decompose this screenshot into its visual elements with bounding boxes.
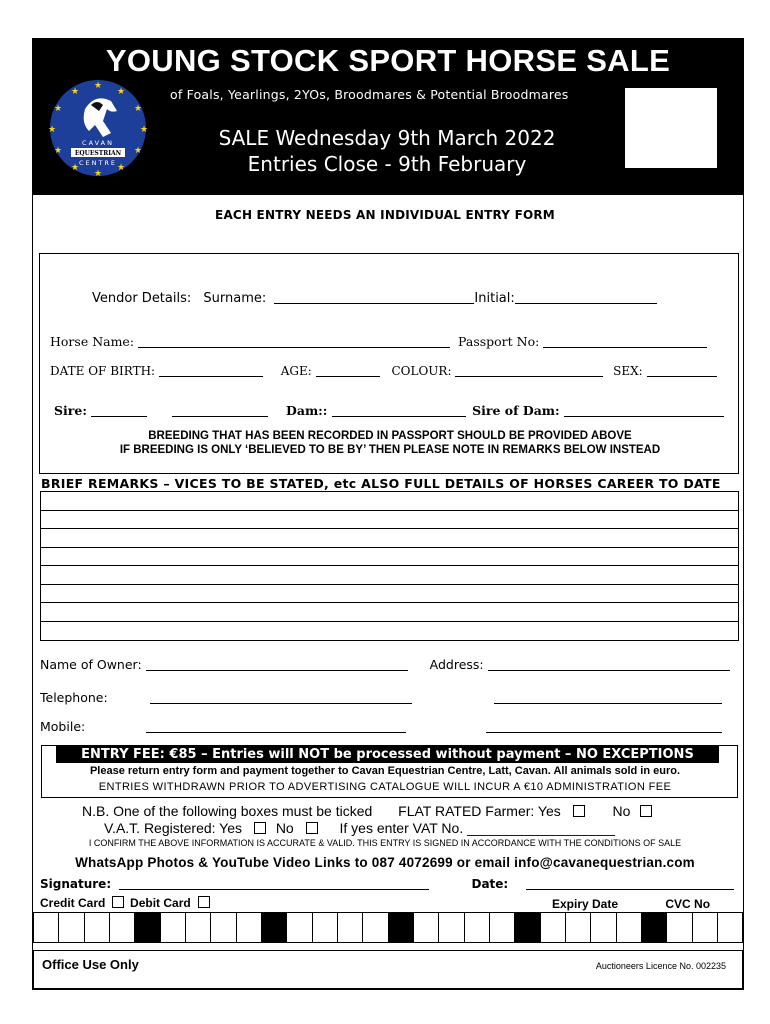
address-field-1[interactable] xyxy=(488,659,730,671)
telephone-row xyxy=(40,690,722,705)
svg-text:★: ★ xyxy=(93,169,103,177)
initial-label: Initial: xyxy=(474,291,515,306)
owner-name-field[interactable] xyxy=(146,659,408,671)
svg-text:★: ★ xyxy=(139,125,149,135)
flat-rated-yes-label: FLAT RATED Farmer: Yes xyxy=(398,803,561,819)
vat-registered-no-checkbox[interactable] xyxy=(306,822,318,834)
sire-of-dam-label: Sire of Dam: xyxy=(472,403,560,418)
flat-rated-row xyxy=(82,803,652,819)
dam-label: Dam:: xyxy=(286,403,328,418)
vendor-details-section xyxy=(39,253,739,474)
signature-label: Signature: xyxy=(40,877,112,891)
initial-field[interactable] xyxy=(515,292,657,304)
remarks-line[interactable] xyxy=(41,511,738,530)
svg-text:★: ★ xyxy=(116,163,126,173)
age-label: AGE: xyxy=(280,364,312,378)
withdrawn-fee-notice: ENTRIES WITHDRAWN PRIOR TO ADVERTISING CATALOGUE WILL INCUR A €10 ADMINISTRATION FEE xyxy=(98,781,672,793)
individual-entry-notice: EACH ENTRY NEEDS AN INDIVIDUAL ENTRY FORM xyxy=(215,208,555,222)
entry-fee-banner: ENTRY FEE: €85 – Entries will NOT be processed without payment – NO EXCEPTIONS xyxy=(56,746,719,763)
logo-text-cavan: CAVAN xyxy=(82,139,114,147)
dam-field[interactable] xyxy=(332,405,466,417)
svg-text:★: ★ xyxy=(53,146,63,156)
cvc-cell[interactable] xyxy=(693,913,718,942)
debit-card-checkbox[interactable] xyxy=(198,896,210,908)
address-field-2[interactable] xyxy=(494,692,722,704)
remarks-line[interactable] xyxy=(41,492,738,511)
horse-name-field[interactable] xyxy=(138,336,450,348)
logo-text-equestrian: EQUESTRIAN xyxy=(74,150,122,157)
address-field-3[interactable] xyxy=(486,721,722,733)
surname-field[interactable] xyxy=(274,292,474,304)
breeding-note-2: IF BREEDING IS ONLY ‘BELIEVED TO BE BY’ THEN PLEASE NOTE IN REMARKS BELOW INSTEAD xyxy=(119,444,661,456)
remarks-line[interactable] xyxy=(41,566,738,585)
sire-of-dam-field[interactable] xyxy=(564,405,724,417)
owner-row xyxy=(40,657,730,672)
card-digit-cell[interactable] xyxy=(237,913,262,942)
date-field[interactable] xyxy=(526,878,734,890)
svg-text:★: ★ xyxy=(93,81,103,91)
card-digit-cell[interactable] xyxy=(110,913,135,942)
sex-field[interactable] xyxy=(647,365,717,377)
card-type-row xyxy=(40,896,210,910)
office-use-box xyxy=(33,950,743,989)
card-digit-cell[interactable] xyxy=(161,913,186,942)
card-digit-cell[interactable] xyxy=(338,913,363,942)
mobile-field[interactable] xyxy=(146,721,406,733)
return-instructions: Please return entry form and payment together to Cavan Equestrian Centre, Latt, Cavan. All animals sold in euro. xyxy=(89,765,681,777)
confirmation-statement: I CONFIRM THE ABOVE INFORMATION IS ACCURATE & VALID. THIS ENTRY IS SIGNED IN ACCORDANCE WITH THE CONDITIONS OF SALE xyxy=(88,838,682,848)
remarks-line[interactable] xyxy=(41,585,738,604)
expiry-cell[interactable] xyxy=(566,913,591,942)
vat-number-field[interactable]: If yes enter VAT No. ___________________ xyxy=(339,820,616,836)
owner-name-label: Name of Owner: xyxy=(40,657,142,672)
card-digit-cell[interactable] xyxy=(490,913,515,942)
header-banner xyxy=(33,39,743,195)
dob-row xyxy=(50,364,717,378)
passport-field[interactable] xyxy=(543,336,707,348)
sale-date-block xyxy=(211,125,563,177)
passport-label: Passport No: xyxy=(458,334,540,349)
card-separator-cell xyxy=(389,913,414,942)
svg-text:★: ★ xyxy=(133,104,143,114)
horse-name-label: Horse Name: xyxy=(50,334,135,349)
remarks-table[interactable] xyxy=(40,491,739,641)
card-digit-cell[interactable] xyxy=(439,913,464,942)
remarks-line[interactable] xyxy=(41,622,738,641)
card-digit-cell[interactable] xyxy=(59,913,84,942)
sex-label: SEX: xyxy=(613,364,643,378)
expiry-cell[interactable] xyxy=(541,913,566,942)
horse-name-row xyxy=(50,334,707,349)
remarks-line[interactable] xyxy=(41,529,738,548)
expiry-date-label: Expiry Date xyxy=(552,897,619,911)
auctioneers-licence: Auctioneers Licence No. 002235 xyxy=(595,961,726,971)
sale-date: SALE Wednesday 9th March 2022 xyxy=(218,126,556,150)
card-separator-cell xyxy=(262,913,287,942)
dob-label: DATE OF BIRTH: xyxy=(50,364,156,378)
vendor-details-label: Vendor Details: xyxy=(92,291,192,306)
photo-box xyxy=(625,88,717,168)
vat-registered-yes-label: V.A.T. Registered: Yes xyxy=(104,820,243,836)
age-field[interactable] xyxy=(316,365,380,377)
entries-close-date: Entries Close - 9th February xyxy=(247,152,527,176)
card-separator-cell xyxy=(135,913,160,942)
card-separator-cell xyxy=(515,913,540,942)
sire-label: Sire: xyxy=(54,403,87,418)
remarks-line[interactable] xyxy=(41,548,738,567)
signature-field[interactable] xyxy=(119,878,429,890)
card-digit-cell[interactable] xyxy=(465,913,490,942)
address-label: Address: xyxy=(429,657,484,672)
svg-text:★: ★ xyxy=(116,87,126,97)
mobile-label: Mobile: xyxy=(40,719,86,734)
cvc-label: CVC No xyxy=(665,897,711,911)
nb-notice: N.B. One of the following boxes must be ticked xyxy=(82,803,373,819)
remarks-line[interactable] xyxy=(41,603,738,622)
cavan-equestrian-logo xyxy=(45,79,151,177)
card-digit-cell[interactable] xyxy=(414,913,439,942)
card-digit-cell[interactable] xyxy=(85,913,110,942)
telephone-label: Telephone: xyxy=(40,690,108,705)
office-use-label: Office Use Only xyxy=(42,957,139,972)
breeding-note-1: BREEDING THAT HAS BEEN RECORDED IN PASSPORT SHOULD BE PROVIDED ABOVE xyxy=(148,430,632,442)
card-digit-cell[interactable] xyxy=(211,913,236,942)
card-separator-cell xyxy=(642,913,667,942)
logo-text-centre: CENTRE xyxy=(78,159,118,167)
sire-field-2[interactable] xyxy=(172,405,268,417)
vat-registered-row xyxy=(104,820,615,836)
surname-label: Surname: xyxy=(203,291,267,306)
expiry-cell[interactable] xyxy=(591,913,616,942)
date-label: Date: xyxy=(471,877,509,891)
expiry-cell[interactable] xyxy=(617,913,642,942)
signature-row xyxy=(40,877,734,891)
debit-card-label: Debit Card xyxy=(130,896,191,910)
flat-rated-yes-checkbox[interactable] xyxy=(573,805,585,817)
mobile-row xyxy=(40,719,722,734)
svg-text:★: ★ xyxy=(70,87,80,97)
card-digit-cell[interactable] xyxy=(186,913,211,942)
card-digit-cell[interactable] xyxy=(313,913,338,942)
sire-field[interactable] xyxy=(91,405,147,417)
colour-field[interactable] xyxy=(455,365,603,377)
flat-rated-no-label: No xyxy=(612,803,631,819)
svg-text:★: ★ xyxy=(47,125,57,135)
credit-card-label: Credit Card xyxy=(40,896,106,910)
expiry-cvc-row xyxy=(552,897,710,911)
telephone-field[interactable] xyxy=(150,692,412,704)
cvc-cell[interactable] xyxy=(718,913,742,942)
card-number-grid xyxy=(33,912,743,943)
form-title: YOUNG STOCK SPORT HORSE SALE xyxy=(105,43,671,78)
flat-rated-no-checkbox[interactable] xyxy=(640,805,652,817)
whatsapp-contact-line: WhatsApp Photos & YouTube Video Links to 087 4072699 or email info@cavanequestrian.com xyxy=(75,855,695,870)
svg-text:★: ★ xyxy=(133,146,143,156)
card-digit-cell[interactable] xyxy=(363,913,388,942)
card-digit-cell[interactable] xyxy=(287,913,312,942)
cvc-cell[interactable] xyxy=(667,913,692,942)
form-subtitle: of Foals, Yearlings, 2YOs, Broodmares & Potential Broodmares xyxy=(170,87,569,102)
sire-row xyxy=(54,403,724,418)
svg-text:★: ★ xyxy=(53,104,63,114)
svg-text:★: ★ xyxy=(70,163,80,173)
colour-label: COLOUR: xyxy=(391,364,452,378)
vat-registered-yes-checkbox[interactable] xyxy=(254,822,266,834)
surname-row xyxy=(92,291,657,306)
dob-field[interactable] xyxy=(159,365,263,377)
card-digit-cell[interactable] xyxy=(34,913,59,942)
vat-registered-no-label: No xyxy=(275,820,294,836)
remarks-title: BRIEF REMARKS – VICES TO BE STATED, etc ALSO FULL DETAILS OF HORSES CAREER TO DATE xyxy=(41,476,721,491)
credit-card-checkbox[interactable] xyxy=(112,896,124,908)
